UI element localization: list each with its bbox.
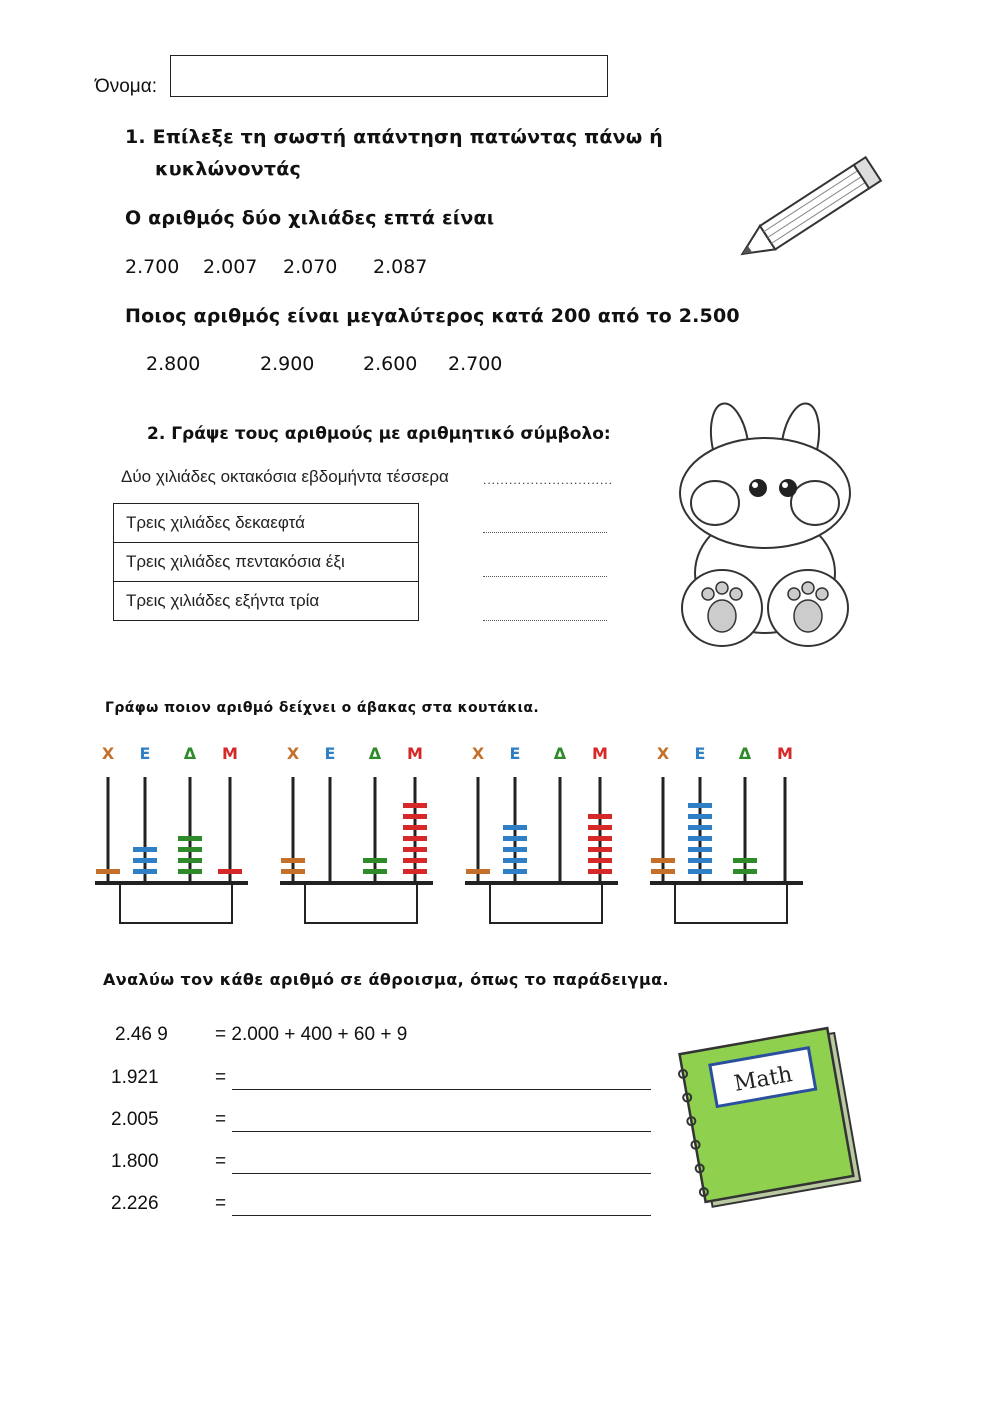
q2-table <box>113 503 419 621</box>
abacus-2-bead-4-7 <box>403 803 427 808</box>
abacus-4-bead-2-6 <box>688 814 712 819</box>
abacus-3-label-3: Δ <box>553 744 567 763</box>
abacus-1-label-4: Μ <box>222 744 238 763</box>
decomp-example-number: 2.46 9 <box>115 1024 168 1045</box>
notebook-label: Math <box>732 1062 795 1097</box>
abacus-4-label-3: Δ <box>738 744 752 763</box>
abacus-3-bead-2-1 <box>503 869 527 874</box>
abacus-2-bead-4-3 <box>403 847 427 852</box>
q1-title-line2: κυκλώνοντάς <box>155 158 301 180</box>
option-b-1[interactable]: 2.800 <box>146 353 201 375</box>
abacus-3-bead-4-6 <box>588 814 612 819</box>
abacus-3-bead-4-2 <box>588 858 612 863</box>
option-b-4[interactable]: 2.700 <box>448 353 503 375</box>
option-a-2[interactable]: 2.007 <box>203 256 258 278</box>
abacus-4-answer[interactable] <box>675 885 789 923</box>
decomp-equals-4: = <box>215 1193 227 1214</box>
decomp-answer-3[interactable] <box>232 1147 651 1174</box>
q2-answer-3[interactable] <box>483 596 607 621</box>
pencil-illustration <box>712 152 902 272</box>
abacus-1-bead-2-3 <box>133 847 157 852</box>
abacus-2-answer[interactable] <box>305 885 419 923</box>
abacus-2-label-3: Δ <box>368 744 382 763</box>
decomp-example-sum: = 2.000 + 400 + 60 + 9 <box>215 1024 408 1045</box>
abacus-2-label-2: Ε <box>324 744 336 763</box>
abacus-3-bead-2-3 <box>503 847 527 852</box>
abacus-3-answer[interactable] <box>490 885 604 923</box>
abacus-4-bead-1-2 <box>651 858 675 863</box>
abacus-title: Γράφω ποιον αριθμό δείχνει ο άβακας στα κουτάκια. <box>105 700 540 716</box>
abacus-3-bead-2-2 <box>503 858 527 863</box>
abacus-2-label-1: Χ <box>286 744 300 763</box>
abacus-4-bead-3-2 <box>733 858 757 863</box>
q2-row-2: Τρεις χιλιάδες πεντακόσια έξι <box>114 543 419 582</box>
abacus-1-bead-2-1 <box>133 869 157 874</box>
name-input[interactable] <box>170 55 608 97</box>
abacus-2-label-4: Μ <box>407 744 423 763</box>
abacus-1-bead-3-1 <box>178 869 202 874</box>
abacus-1-label-2: Ε <box>139 744 151 763</box>
abacus-1-bead-1-1 <box>96 869 120 874</box>
abacus-3-bead-4-5 <box>588 825 612 830</box>
abacus-3-bead-4-3 <box>588 847 612 852</box>
abacus-4-bead-2-7 <box>688 803 712 808</box>
abacus-4-bead-2-4 <box>688 836 712 841</box>
abacus-1-label-3: Δ <box>183 744 197 763</box>
abacus-1-bead-3-3 <box>178 847 202 852</box>
abacus-2-bead-4-1 <box>403 869 427 874</box>
abacus-4-bead-2-5 <box>688 825 712 830</box>
q1-title-line1: 1. Επίλεξε τη σωστή απάντηση πατώντας πάνω ή <box>125 126 663 148</box>
decomp-number-4: 2.226 <box>111 1193 159 1214</box>
abacus-2-bead-3-1 <box>363 869 387 874</box>
q1-prompt-b: Ποιος αριθμός είναι μεγαλύτερος κατά 200 από το 2.500 <box>125 305 740 327</box>
option-b-2[interactable]: 2.900 <box>260 353 315 375</box>
abacus-3-bead-2-5 <box>503 825 527 830</box>
math-notebook-illustration <box>665 1015 880 1210</box>
abacus-1-answer[interactable] <box>120 885 234 923</box>
decomp-answer-1[interactable] <box>232 1063 651 1090</box>
abacus-4-bead-1-1 <box>651 869 675 874</box>
abacus-2-bead-4-5 <box>403 825 427 830</box>
decomp-number-2: 2.005 <box>111 1109 159 1130</box>
abacus-4-bead-2-1 <box>688 869 712 874</box>
q1-prompt-a: Ο αριθμός δύο χιλιάδες επτά είναι <box>125 207 495 229</box>
abacus-1-bead-4-1 <box>218 869 242 874</box>
abacus-1-bead-2-2 <box>133 858 157 863</box>
q2-answer-1[interactable] <box>483 508 607 533</box>
abacus-2-bead-3-2 <box>363 858 387 863</box>
abacus-4-label-4: Μ <box>777 744 793 763</box>
q2-row-1: Τρεις χιλιάδες δεκαεφτά <box>114 504 419 543</box>
abacus-2-bead-4-2 <box>403 858 427 863</box>
abacus-3-bead-4-4 <box>588 836 612 841</box>
abacus-1-label-1: Χ <box>101 744 115 763</box>
abacus-4-bead-3-1 <box>733 869 757 874</box>
abacus-2-bead-1-1 <box>281 869 305 874</box>
abacus-3-label-4: Μ <box>592 744 608 763</box>
decomp-number-3: 1.800 <box>111 1151 159 1172</box>
decomp-number-1: 1.921 <box>111 1067 159 1088</box>
abacus-2-bead-1-2 <box>281 858 305 863</box>
abacus-1-bead-3-2 <box>178 858 202 863</box>
bunny-illustration <box>660 398 870 658</box>
abacus-4-bead-2-3 <box>688 847 712 852</box>
option-b-3[interactable]: 2.600 <box>363 353 418 375</box>
q2-example-answer: .............................. <box>483 473 614 487</box>
decomp-answer-2[interactable] <box>232 1105 651 1132</box>
abacus-3-bead-4-1 <box>588 869 612 874</box>
option-a-3[interactable]: 2.070 <box>283 256 338 278</box>
name-label: Όνομα: <box>95 76 157 97</box>
abacus-4-label-1: Χ <box>656 744 670 763</box>
option-a-1[interactable]: 2.700 <box>125 256 180 278</box>
decomp-answer-4[interactable] <box>232 1189 651 1216</box>
abacus-3-bead-1-1 <box>466 869 490 874</box>
q2-example-text: Δύο χιλιάδες οκτακόσια εβδομήντα τέσσερα <box>121 467 449 486</box>
decomp-equals-2: = <box>215 1109 227 1130</box>
decomp-title: Αναλύω τον κάθε αριθμό σε άθροισμα, όπως το παράδειγμα. <box>103 970 670 989</box>
abacus-2-bead-4-4 <box>403 836 427 841</box>
q2-title: 2. Γράψε τους αριθμούς με αριθμητικό σύμβολο: <box>147 424 611 444</box>
abacus-1-bead-3-4 <box>178 836 202 841</box>
decomp-equals-1: = <box>215 1067 227 1088</box>
option-a-4[interactable]: 2.087 <box>373 256 428 278</box>
q2-row-3: Τρεις χιλιάδες εξήντα τρία <box>114 582 419 621</box>
abacus-3-bead-2-4 <box>503 836 527 841</box>
abacus-4-bead-2-2 <box>688 858 712 863</box>
abacus-3-label-1: Χ <box>471 744 485 763</box>
abacus-3-label-2: Ε <box>509 744 521 763</box>
abacus-4-label-2: Ε <box>694 744 706 763</box>
decomp-equals-3: = <box>215 1151 227 1172</box>
q2-answer-2[interactable] <box>483 552 607 577</box>
abacus-2-bead-4-6 <box>403 814 427 819</box>
